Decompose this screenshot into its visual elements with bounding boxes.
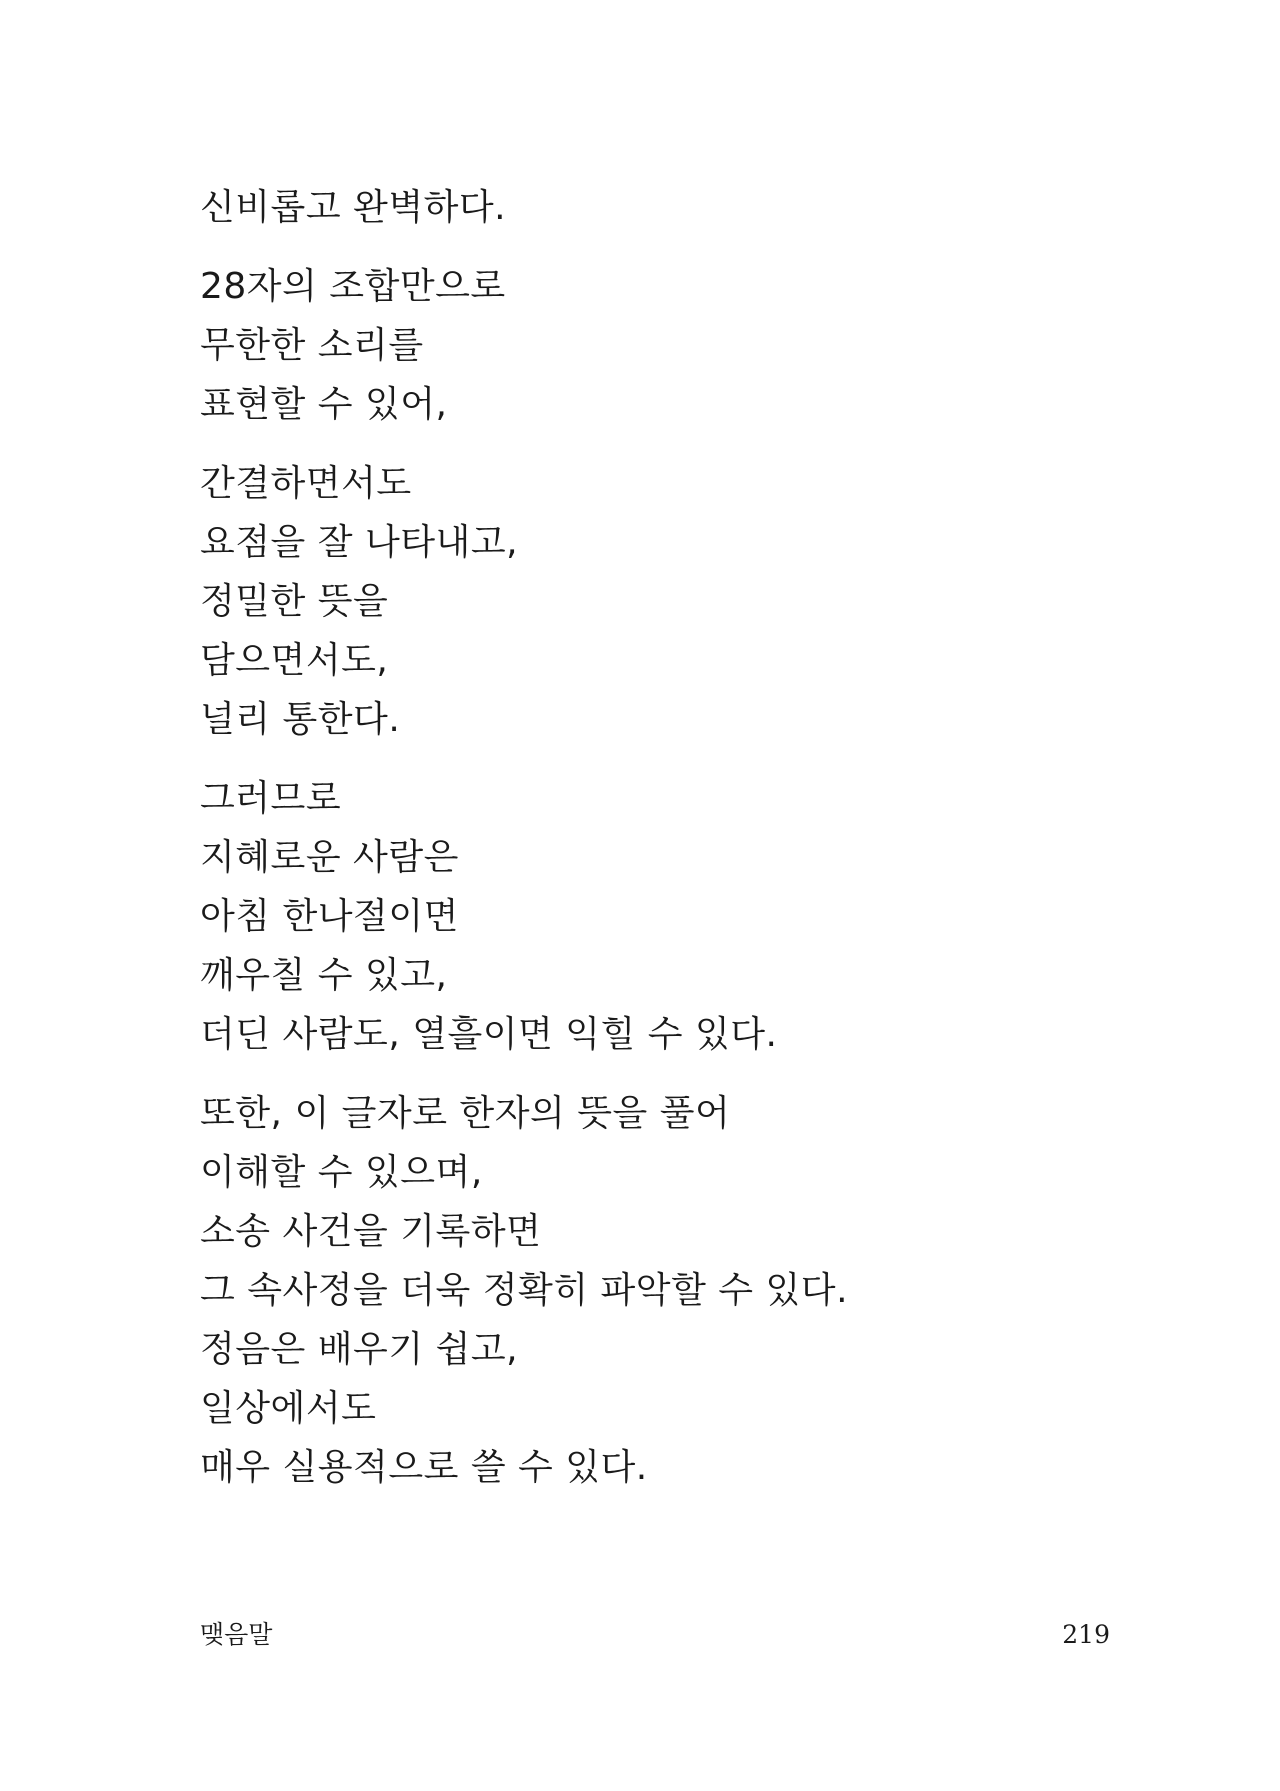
text-line: 깨우칠 수 있고,	[200, 955, 448, 996]
text-line: 간결하면서도	[200, 463, 412, 504]
footer-section-title: 맺음말	[200, 1620, 273, 1649]
text-line: 널리 통한다.	[200, 699, 401, 740]
stanza	[200, 1084, 1100, 1497]
page-number: 219	[1062, 1620, 1110, 1649]
text-line: 그 속사정을 더욱 정확히 파악할 수 있다.	[200, 1270, 849, 1311]
stanza	[200, 178, 1100, 237]
page-body	[200, 178, 1100, 1517]
text-line: 신비롭고 완벽하다.	[200, 187, 507, 228]
text-line: 정음은 배우기 쉽고,	[200, 1329, 519, 1370]
text-line: 지혜로운 사람은	[200, 837, 459, 878]
text-line: 요점을 잘 나타내고,	[200, 522, 519, 563]
text-line: 이해할 수 있으며,	[200, 1152, 483, 1193]
text-line: 또한, 이 글자로 한자의 뜻을 풀어	[200, 1093, 731, 1134]
text-line: 정밀한 뜻을	[200, 581, 389, 622]
text-line: 무한한 소리를	[200, 325, 424, 366]
stanza	[200, 769, 1100, 1064]
text-line: 더딘 사람도, 열흘이면 익힐 수 있다.	[200, 1014, 778, 1055]
text-line: 표현할 수 있어,	[200, 384, 448, 425]
stanza	[200, 257, 1100, 434]
text-line: 아침 한나절이면	[200, 896, 459, 937]
stanza	[200, 454, 1100, 749]
text-line: 소송 사건을 기록하면	[200, 1211, 542, 1252]
text-line: 일상에서도	[200, 1388, 377, 1429]
text-line: 그러므로	[200, 778, 342, 819]
text-line: 28자의 조합만으로	[200, 266, 506, 307]
text-line: 매우 실용적으로 쓸 수 있다.	[200, 1447, 648, 1488]
text-line: 담으면서도,	[200, 640, 389, 681]
